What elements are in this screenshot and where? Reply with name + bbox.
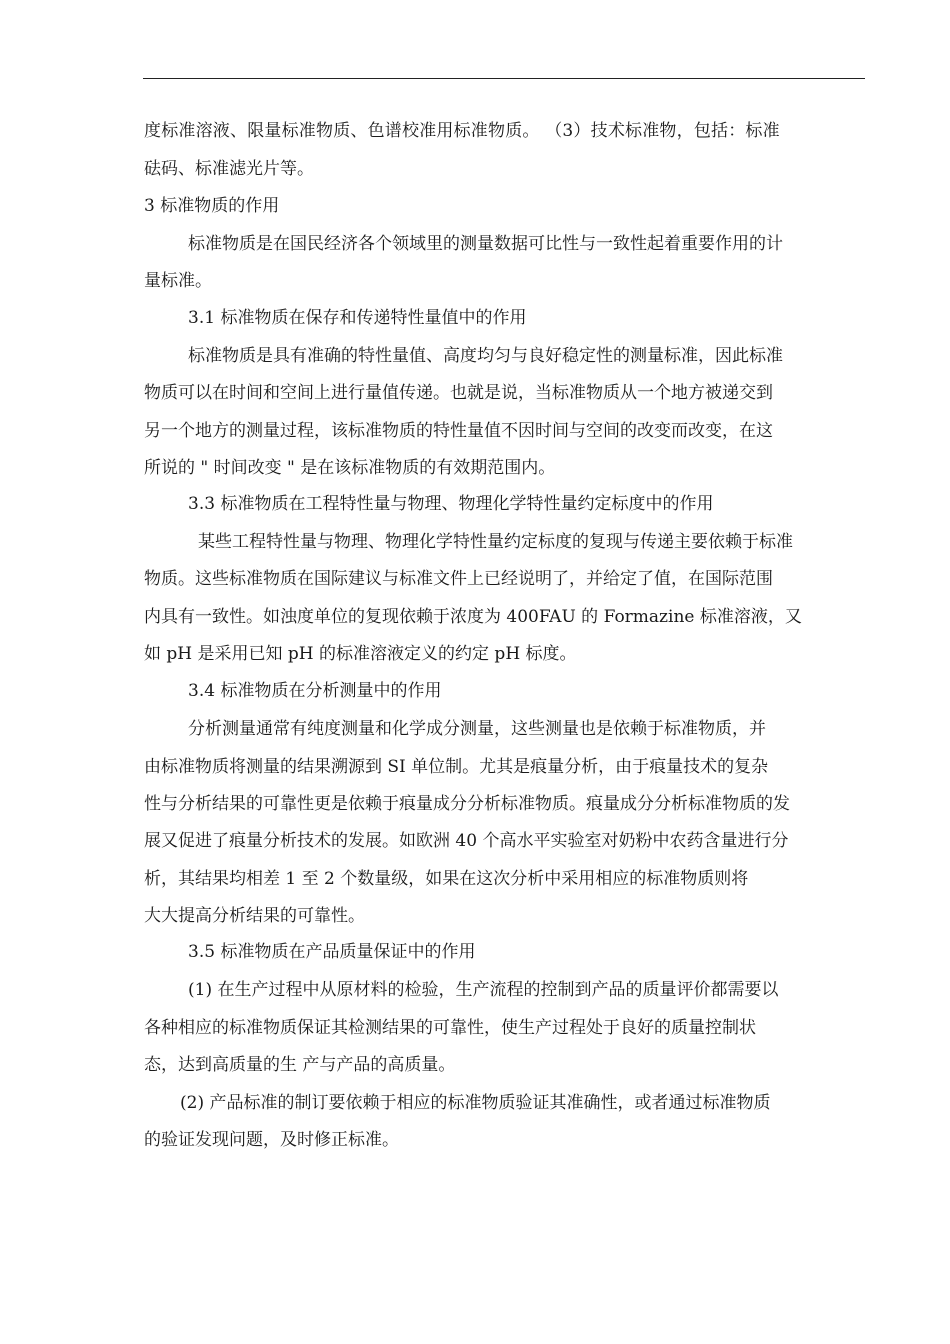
text-line: 另一个地方的测量过程，该标准物质的特性量值不因时间与空间的改变而改变，在这 (144, 421, 773, 441)
text-line: 展又促进了痕量分析技术的发展。如欧洲 40 个高水平实验室对奶粉中农药含量进行分 (144, 831, 789, 851)
text-line: (1) 在生产过程中从原材料的检验，生产流程的控制到产品的质量评价都需要以 (188, 980, 779, 1000)
text-line: 性与分析结果的可靠性更是依赖于痕量成分分析标准物质。痕量成分分析标准物质的发 (144, 794, 790, 814)
text-line: 如 pH 是采用已知 pH 的标准溶液定义的约定 pH 标度。 (144, 644, 577, 664)
text-line: 标准物质是在国民经济各个领域里的测量数据可比性与一致性起着重要作用的计 (188, 234, 783, 254)
text-line: 各种相应的标准物质保证其检测结果的可靠性，使生产过程处于良好的质量控制状 (144, 1018, 756, 1038)
text-line: 某些工程特性量与物理、物理化学特性量约定标度的复现与传递主要依赖于标准 (198, 532, 793, 552)
text-line: 的验证发现问题，及时修正标准。 (144, 1130, 399, 1150)
text-line: 态，达到高质量的生 产与产品的高质量。 (144, 1055, 456, 1075)
text-line: 标准物质是具有准确的特性量值、高度均匀与良好稳定性的测量标准，因此标准 (188, 346, 783, 366)
section-heading-3-4: 3.4 标准物质在分析测量中的作用 (188, 681, 442, 701)
text-line: 分析测量通常有纯度测量和化学成分测量，这些测量也是依赖于标准物质，并 (188, 719, 766, 739)
text-line: 析，其结果均相差 1 至 2 个数量级，如果在这次分析中采用相应的标准物质则将 (144, 869, 749, 889)
section-heading-3-1: 3.1 标准物质在保存和传递特性量值中的作用 (188, 308, 527, 328)
text-line: 度标准溶液、限量标准物质、色谱校准用标准物质。 （3）技术标准物，包括：标准 (144, 121, 780, 141)
text-line: 物质可以在时间和空间上进行量值传递。也就是说，当标准物质从一个地方被递交到 (144, 383, 773, 403)
section-heading-3: 3 标准物质的作用 (144, 196, 280, 216)
text-line: 所说的 " 时间改变 " 是在该标准物质的有效期范围内。 (144, 458, 556, 478)
text-line: 内具有一致性。如浊度单位的复现依赖于浓度为 400FAU 的 Formazine 标准溶液，又 (144, 607, 802, 627)
text-line: (2) 产品标准的制订要依赖于相应的标准物质验证其准确性，或者通过标准物质 (180, 1093, 771, 1113)
text-line: 量标准。 (144, 271, 212, 291)
section-heading-3-3: 3.3 标准物质在工程特性量与物理、物理化学特性量约定标度中的作用 (188, 494, 714, 514)
text-line: 由标准物质将测量的结果溯源到 SI 单位制。尤其是痕量分析，由于痕量技术的复杂 (144, 757, 769, 777)
text-line: 砝码、标准滤光片等。 (144, 159, 314, 179)
text-line: 物质。这些标准物质在国际建议与标准文件上已经说明了，并给定了值，在国际范围 (144, 569, 773, 589)
section-heading-3-5: 3.5 标准物质在产品质量保证中的作用 (188, 942, 476, 962)
header-rule (143, 78, 865, 79)
text-line: 大大提高分析结果的可靠性。 (144, 906, 365, 926)
